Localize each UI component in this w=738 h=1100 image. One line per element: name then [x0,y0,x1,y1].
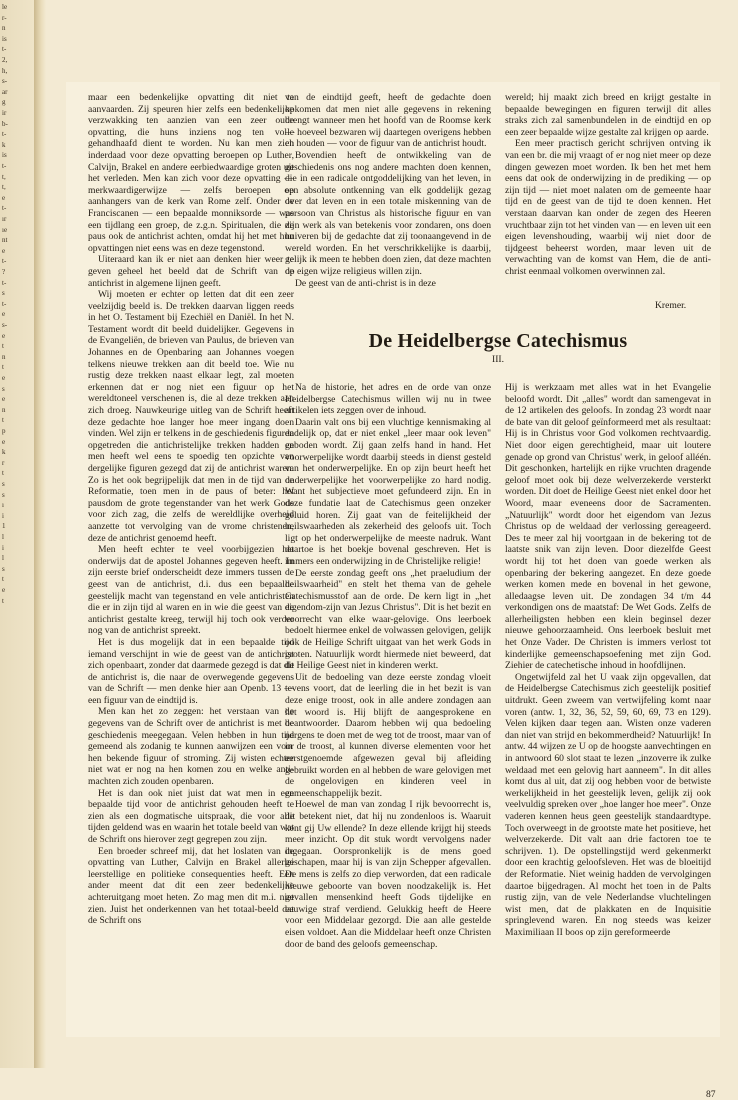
paragraph: Het is dus mogelijk dat in een bepaalde tijd iemand verschijnt in wie de geest van de antichrist zich openbaart, zonder dat daarmede gezegd is dat dit de antichrist is, die naar de overwegende gegevens van de Schrift — men denke hier aan Openb. 13 — een figuur van de eindtijd is. [88,636,294,706]
margin-fragment: s [2,384,5,393]
margin-fragment: h, [2,66,8,75]
margin-fragment: s [2,480,5,488]
article-column-1 [285,382,491,1022]
margin-fragment: ır [2,215,7,223]
margin-fragment: r- [2,13,7,22]
margin-fragment: t- [2,257,7,266]
margin-fragment: n [2,352,6,361]
margin-fragment: s [2,490,5,499]
margin-fragment: 1 [2,522,6,531]
margin-fragment: e [2,331,6,340]
page-fold [34,0,46,1068]
margin-fragment: le [2,3,8,11]
article-column-2 [505,382,711,1022]
paragraph: Een meer practisch gericht schrijven ontving ik van een br. die mij vraagt of er nog niet meer op deze dingen gewezen moet worden. Ik ben het met hem eens dat ook de onderwijzing in de prediking — op zijn tijd — niet moet nalaten om de gemeente haar tijd en de geest van de tijd te doen kennen. Het verstaan daarvan kan onder de zegen des Heeren vruchtbaar zijn tot het vinden van — en leven uit een eigen levenshouding, waarbij wij niet door de tijdgeest beheerst worden, maar leven uit de verwachting van de komst van Hem, die de anti-christ eenmaal volkomen overwinnen zal. [505,138,711,277]
margin-fragment: ı [2,501,4,510]
margin-fragment: t- [2,299,7,308]
margin-fragment: t [2,575,4,584]
page-number: 87 [706,1089,716,1100]
margin-fragment: s [2,289,5,298]
paragraph: Bovendien heeft de ontwikkeling van de geschiedenis ons nog andere machten doen kennen, die in een radicale ontgoddelijking van het leven, in een absolute ontkenning van elk goddelijk gezag over dat leven en in een totale miskenning van de persoon van Christus als historische figuur en van zijn werk als van betekenis voor zondaren, ons doen huiveren bij de gedachte dat zij toonaangevend in de wereld worden. En het verschrikkelijke is daarbij, gelijk ik meen te hebben doen zien, dat deze machten op eigen wijze religieus willen zijn. [285,149,491,277]
margin-fragment: p [2,427,6,435]
paragraph: maar een bedenkelijke opvatting dit niet te aanvaarden. Zij speuren hier zelfs een bedenkelijke verzwakking ten aanzien van een zeer oude opvatting, die huns inziens nog ten volle gehandhaafd dient te worden. Nu kan men zich inderdaad voor deze opvatting beroepen op Luther, Calvijn, Brakel en andere eerbiedwaardige groten uit het verleden. Men kan zich voor deze opvatting — merkwaardigerwijze — zelfs beroepen op aanhangers van de kerk van Rome zelf. Onder de Franciscanen — een bepaalde monniksorde — was een tijdlang een groep, de z.g.n. Spiritualen, die de paus ook de antichrist achten, omdat hij het met hun opvattingen niet eens was en deze tegenstond. [88,92,294,254]
paragraph: Het is dan ook niet juist dat wat men in een bepaalde tijd voor de antichrist gehouden heeft te zien als een dogmatische uitspraak, die voor alle tijden geldend was en waarin het totale beeld van wat de Schrift ons hierover zegt gegrepen zou zijn. [88,787,294,845]
margin-fragment: ? [2,268,6,276]
paragraph: Men heeft echter te veel voorbijgezien het onderwijs dat de apostel Johannes gegeven heeft. In zijn eerste brief onderscheidt deze immers tussen de geest van de antichrist, d.i. dus een bepaalde geestelijk macht van tegenstand en vele antichristen die er in zijn tijd al waren en in wie die geest van de antichrist gestalte kreeg, terwijl hij toch ook verder nog van de antichrist spreekt. [88,544,294,637]
article-subtitle: III. [492,354,504,365]
margin-fragment: e [2,246,6,255]
margin-fragment: i [2,511,4,520]
paragraph: Ongetwijfeld zal het U vaak zijn opgevallen, dat de Heidelbergse Catechismus zich geestelijk positief uitdrukt. Geen zweem van vertwijfeling komt naar voren (antw. 1, 32, 36, 52, 59, 60, 69, 73 en 129). Velen kijken daar tegen aan. Wisten onze vaderen dan niet van strijd en bekommerdheid? Natuurlijk! In antw. 44 wijzen ze U op de hoogste aanvechtingen en in antwoord 60 slot staat te lezen „inzoverre ik zulke weldaad met een gelovig hart aanneem". In dit alles komt dus al uit, dat zij oog hebben voor de betwiste werkelijkheid in het geestelijk leven, gelijk zij ook veelvuldig spreken over „hoe langer hoe meer". Onze vaderen kennen heus geen geestelijk standaardtype. Toch overweegt in de grootste mate het positieve, het welverzekerde. Dit valt aan drie factoren toe te schrijven. 1). De opstellingstijd werd gekenmerkt door een krachtig geloofsleven. Het was de bloeitijd der Reformatie. Niet weinig hadden de vervolgingen daartoe bijgedragen. Al mocht het toen in de Palts rustig zijn, van de vele Nederlandse vluchtelingen wist men, dat de plakkaten en de Inquisitie springlevend waren. En nog steeds was keizer Maximiliaan II boos op zijn gereformeerde [505,671,711,938]
margin-fragment: t [2,416,4,425]
margin-fragment: n [2,405,6,414]
margin-fragment: s [2,564,5,573]
margin-fragment: r [2,458,5,467]
margin-fragment: b- [2,119,8,128]
margin-fragment: g [2,98,6,107]
magazine-page [66,82,720,1100]
article-title: De Heidelbergse Catechismus [368,330,628,352]
margin-fragment: t [2,469,4,478]
paragraph: De geest van de anti-christ is in deze [295,277,436,289]
margin-fragment: t, [2,183,6,192]
paragraph: Na de historie, het adres en de orde van onze Heidelbergse Catechismus willen wij nu in twee artikelen iets zeggen over de inhoud. [285,382,491,417]
prev-article-column-3 [505,92,711,307]
margin-fragment: t [2,363,4,372]
margin-fragment: e [2,395,6,404]
margin-fragment: n [2,24,6,33]
paragraph: Wij moeten er echter op letten dat dit een zeer veelzijdig beeld is. De trekken daarvan liggen reeds in het O. Testament bij Ezechiël en Daniël. In het N. Testament wordt dit beeld duidelijker. Gegevens in de Evangeliën, de brieven van Paulus, de brieven van Johannes en de Openbaring aan Johannes voegen telkens nieuwe trekken aan dit beeld toe. Wie nu rustig deze trekken naast elkaar legt, zal moeten erkennen dat er nog niet een figuur op het wereldtoneel verschenen is, die al deze trekken aan zich droeg. Nauwkeurige uitleg van de Schrift heeft deze gedachte hoe langer hoe meer ingang doen vinden. Wel zijn er telkens in de geschiedenis figuren opgetreden die antichristelijke trekken hadden en men heeft wel eens te spoedig ten opzichte van dergelijke figuren gezegd dat zij de antichrist waren. Zo is het ook begrijpelijk dat men in de tijd van de Reformatie, toen men in de paus of beter: het pausdom de grote tegenstander van het werk Gods voor zich zag, die zelfs de wereldlijke overheid aanzette tot vervolging van de vrome christenen, deze de antichrist genoemd heeft. [88,289,294,544]
prev-article-column-1 [88,92,294,992]
margin-fragment: nt [2,236,8,245]
prev-article-column-2 [285,92,491,307]
paragraph: Hoewel de man van zondag I rijk bevoorrecht is, dit betekent niet, dat hij nu zondenloos is. Waaruit kent gij Uw ellende? In deze ellende krijgt hij steeds meer inzicht. Op dit stuk wordt vervolgens nader ingegaan. Oorspronkelijk is de mens goed geschapen, maar hij is van zijn Schepper afgevallen. De mens is zelfs zo diep verworden, dat een radicale nieuwe geboorte van boven noodzakelijk is. Het gevallen mensenkind heeft Gods tijdelijke en eeuwige straf verdiend. Gelukkig heeft de Heere voor een Middelaar gezorgd. Die aan alle gestelde eisen voldoet. Aan die Middelaar heeft onze Christen door de band des geloofs gemeenschap. [285,799,491,950]
margin-fragment: l [2,554,4,563]
margin-fragment: t, [2,172,6,181]
adjacent-page-margin [0,0,34,1068]
margin-fragment: k [2,140,6,149]
margin-fragment: s- [2,321,8,329]
margin-fragment: t- [2,204,7,213]
margin-fragment: t- [2,45,7,54]
margin-fragment: k [2,448,6,457]
author-signature: Kremer. [655,300,687,311]
margin-fragment: l [2,533,4,541]
paragraph: Uit de bedoeling van deze eerste zondag vloeit tevens voort, dat de leerling die in het bezit is van deze enige troost, ook in alle andere zondagen aan het woord is. Hij blijft de aangesprokene en beantwoorder. Daarom hebben wij qua bedoeling nergens te doen met de weg tot de troost, maar van of in de troost, al kunnen diverse elementen voor het eerstgenoemde afgewezen geval bij afleiding gebruikt worden en al hebben de ware gelovigen met de ongelovigen en kinderen veel in gemeenschappelijk bezit. [285,671,491,799]
margin-fragment: e [2,437,6,446]
margin-fragment: ıe [2,225,8,234]
margin-fragment: s- [2,77,8,86]
paragraph: De eerste zondag geeft ons „het praeludium der heilswaarheid" en stelt het thema van de gehele Catechismusstof aan de orde. De kern ligt in „het eigendom-zijn van Jezus Christus". Dit is het bezit en voorrecht van elke waar-gelovige. Ons leerboek bedoelt hiermee enkel de volwassen gelovigen, gelijk ook de Heilige Schrift uitgaat van het werk Gods in groten. Natuurlijk wordt hiermede niet beweerd, dat de Heilige Geest niet in kinderen werkt. [285,567,491,672]
margin-fragment: is [2,34,7,43]
paragraph: Daarin valt ons bij een vluchtige kennismaking al dadelijk op, dat er niet enkel „leer maar ook leven" geboden wordt. Zij gaan zelfs hand in hand. Het voorwerpelijke wordt daarbij steeds in dienst gesteld van het onderwerpelijke. En op zijn beurt heeft het onderwerpelijke het voorwerpelijke zo hard nodig. Want het subjectieve moet gefundeerd zijn. En in deze fundatie laat de Catechismus geen onzeker geluid horen. Zij gaat van de feitelijkheid der heilswaarheden als zekerheid des geloofs uit. Toch ligt op het onderwerpelijke de meeste nadruk. Want daartoe is het boekje bovenal geschreven. Het is immers een onderwijzing in de Christelijke religie! [285,416,491,567]
margin-fragment: ir [2,109,7,117]
margin-fragment: e [2,586,6,594]
margin-fragment: t- [2,278,7,287]
paragraph: Uiteraard kan ik er niet aan denken hier weer te geven geheel het beeld dat de Schrift van de antichrist in algemene lijnen geeft. [88,254,294,289]
margin-fragment: t- [2,130,7,139]
margin-fragment: e [2,193,6,202]
margin-fragment: i [2,543,4,552]
margin-fragment: 2, [2,56,8,64]
paragraph: van de eindtijd geeft, heeft de gedachte doen opkomen dat men niet alle gegevens in rekening brengt wanneer men het hoofd van de Roomse kerk — hoeveel bezwaren wij daartegen overigens hebben en houden — voor de figuur van de antichrist houdt. [285,92,491,150]
margin-fragment: t- [2,162,7,170]
paragraph: Hij is werkzaam met alles wat in het Evangelie beloofd wordt. Dit „alles" wordt dan samengevat in de 12 artikelen des geloofs. In zondag 23 wordt naar de bate van dit geloof geïnformeerd met als resultaat: Hij is in Christus voor God volkomen rechtvaardig. Niet door eigen gerechtigheid, maar uit loutere genade op grond van Christus' werk, in geloof alléén. Dit geschonken, hartelijk en rijke vruchten dragende geloof moet ook bij deze welverzekerde versterkt worden. Dit doet de Heilige Geest niet enkel door het Woord, maar eveneens door de Sacramenten. „Natuurlijk" wordt door het eigendom van Jezus Christus op de weldaad der verlossing gereageerd. Des te meer zal hij voortgaan in de bekering tot de laatste snik van zijn leven. Door diezelfde Geest wordt hij tot het doen van goede werken als openbaring der bekering aangezet. En deze goede werken komen mede en bovenal in het gewone, alledaagse leven uit. De zondagen 34 t/m 44 verkondigen ons de maatstaf: De Wet Gods. Zelfs de allerheiligsten hebben een klein beginsel dezer nieuwe gehoorzaamheid. Ons leerboek besluit met het Onze Vader. De Christen is immers verlost tot kinderlijke gemeenschapsoefening met zijn God. Ziehier de catechetische inhoud in hoofdlijnen. [505,382,711,672]
paragraph: Een broeder schreef mij, dat het loslaten van de opvatting van Luther, Calvijn en Brakel allerlei leerstellige en politieke consequenties heeft. Een ander meent dat dit een zeer bedenkelijke achteruitgang moet heten. Zo mag men dit m.i. niet zien. Juist het onderkennen van het totaal-beeld dat de Schrift ons [88,845,294,927]
margin-fragment: is [2,151,7,160]
paragraph: Men kan het zo zeggen: het verstaan van de gegevens van de Schrift over de antichrist is met de geschiedenis meegegaan. Velen hebben in hun tijd gemeend als zodanig te kunnen aanwijzen een voor hen bekende figuur of stroming. Zij wisten echter niet wat er nog na hen komen zou en welke anti-machten zich zouden openbaren. [88,706,294,788]
margin-fragment: t [2,342,4,351]
margin-fragment: e [2,310,6,319]
margin-fragment: t [2,596,4,605]
paragraph: wereld; hij maakt zich breed en krijgt gestalte in bepaalde bewegingen en figuren terwijl dit alles straks zich zal samenbundelen in de eindtijd en op een zeer bepaalde wijze gestalte zal krijgen op aarde. [505,92,711,138]
margin-fragment: e [2,374,6,382]
margin-fragment: ar [2,87,8,96]
